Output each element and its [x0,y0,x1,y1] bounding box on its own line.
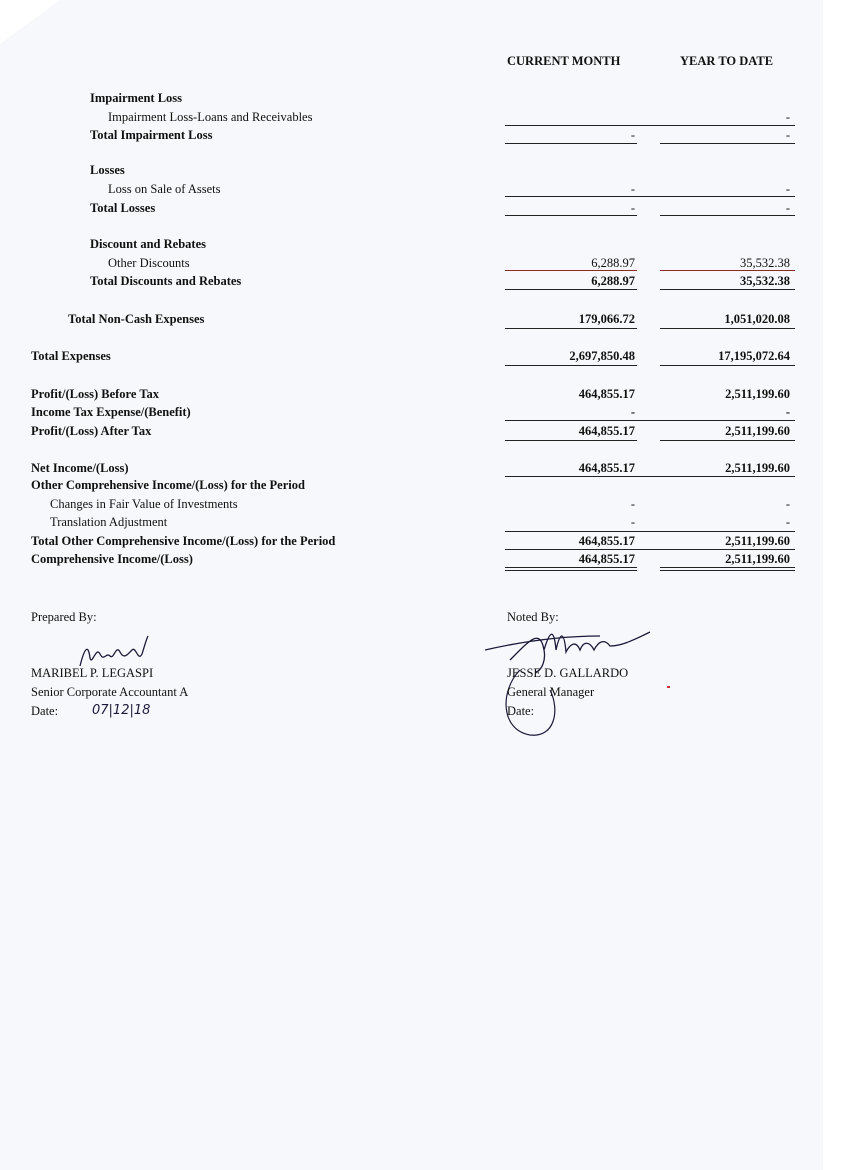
ink-mark [667,686,670,688]
noted-date-label: Date: [507,704,535,718]
discounts-item-ytd: 35,532.38 [740,256,790,270]
oci-translation-cm: - [630,515,635,529]
losses-item-ytd: - [785,182,790,196]
rule [505,143,637,144]
profit-after-tax-cm: 464,855.17 [578,424,635,438]
comprehensive-income-label: Comprehensive Income/(Loss) [31,552,193,566]
total-expenses-cm: 2,697,850.48 [569,349,635,363]
rule [505,215,637,216]
net-income-label: Net Income/(Loss) [31,461,129,475]
income-tax-cm: - [630,405,635,419]
total-expenses-ytd: 17,195,072.64 [718,349,790,363]
noted-by-label: Noted By: [507,610,559,624]
impairment-total-cm: - [630,128,635,142]
rule [505,570,637,571]
profit-before-tax-ytd: 2,511,199.60 [725,387,790,401]
rule [660,567,795,568]
discounts-heading: Discount and Rebates [90,237,206,251]
oci-fair-value-label: Changes in Fair Value of Investments [50,497,238,511]
rule [505,196,795,197]
comprehensive-income-ytd: 2,511,199.60 [725,552,790,566]
income-tax-ytd: - [785,405,790,419]
prepared-date-value: 07|12|18 [92,703,151,718]
oci-total-ytd: 2,511,199.60 [725,534,790,548]
impairment-total-label: Total Impairment Loss [90,128,213,142]
header-current-month: CURRENT MONTH [507,54,621,68]
impairment-total-ytd: - [785,128,790,142]
rule [660,365,795,366]
rule [505,125,795,126]
losses-total-label: Total Losses [90,201,156,215]
losses-heading: Losses [90,163,125,177]
total-expenses-label: Total Expenses [31,349,111,363]
rule [505,365,637,366]
losses-total-ytd: - [785,201,790,215]
folded-corner [0,0,60,44]
rule [505,270,637,271]
oci-translation-label: Translation Adjustment [50,515,168,529]
oci-heading: Other Comprehensive Income/(Loss) for the Period [31,478,305,492]
losses-item-cm: - [630,182,635,196]
non-cash-total-label: Total Non-Cash Expenses [68,312,205,326]
rule [505,289,637,290]
rule [505,567,637,568]
discounts-total-ytd: 35,532.38 [740,274,790,288]
rule [505,328,637,329]
rule [505,476,795,477]
non-cash-total-cm: 179,066.72 [578,312,635,326]
profit-after-tax-ytd: 2,511,199.60 [725,424,790,438]
rule [660,143,795,144]
oci-translation-ytd: - [785,515,790,529]
scan-margin [823,0,850,1170]
rule [660,215,795,216]
rule [505,531,795,532]
oci-total-cm: 464,855.17 [578,534,635,548]
rule [660,270,795,271]
impairment-item-label: Impairment Loss-Loans and Receivables [108,110,313,124]
prepared-date-label: Date: [31,704,59,718]
rule [660,440,795,441]
oci-fair-value-cm: - [630,497,635,511]
discounts-item-cm: 6,288.97 [591,256,635,270]
comprehensive-income-cm: 464,855.17 [578,552,635,566]
losses-item-label: Loss on Sale of Assets [108,182,221,196]
rule [505,440,637,441]
impairment-item-ytd: - [785,110,790,124]
preparer-name: MARIBEL P. LEGASPI [31,666,154,680]
header-year-to-date: YEAR TO DATE [680,54,774,68]
profit-before-tax-cm: 464,855.17 [578,387,635,401]
rule [660,289,795,290]
oci-total-label: Total Other Comprehensive Income/(Loss) for the Period [31,534,336,548]
discounts-total-label: Total Discounts and Rebates [90,274,242,288]
prepared-by-label: Prepared By: [31,610,97,624]
profit-before-tax-label: Profit/(Loss) Before Tax [31,387,160,401]
manager-title: General Manager [507,685,595,699]
manager-name: JESSE D. GALLARDO [507,666,629,680]
preparer-title: Senior Corporate Accountant A [31,685,189,699]
discounts-item-label: Other Discounts [108,256,190,270]
net-income-cm: 464,855.17 [578,461,635,475]
discounts-total-cm: 6,288.97 [591,274,635,288]
losses-total-cm: - [630,201,635,215]
rule [660,328,795,329]
rule [505,549,795,550]
rule [505,420,795,421]
net-income-ytd: 2,511,199.60 [725,461,790,475]
impairment-heading: Impairment Loss [90,91,183,105]
income-tax-label: Income Tax Expense/(Benefit) [31,405,191,419]
profit-after-tax-label: Profit/(Loss) After Tax [31,424,152,438]
oci-fair-value-ytd: - [785,497,790,511]
non-cash-total-ytd: 1,051,020.08 [724,312,790,326]
rule [660,570,795,571]
